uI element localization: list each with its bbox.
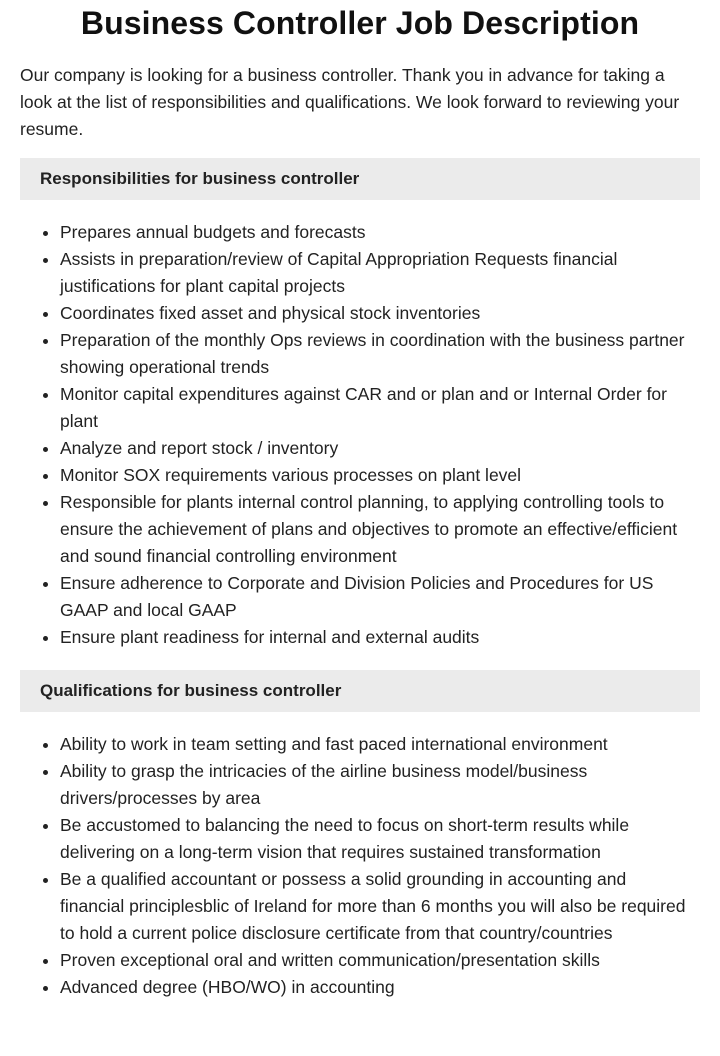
- list-item: • Ensure adherence to Corporate and Division Policies and Procedures for US GAAP and local GAAP: [60, 570, 700, 624]
- list-item: • Advanced degree (HBO/WO) in accounting: [60, 974, 700, 1001]
- list-item: • Monitor SOX requirements various processes on plant level: [60, 462, 700, 489]
- list-item: • Ability to grasp the intricacies of the airline business model/business drivers/processes by area: [60, 758, 700, 812]
- list-item: • Ability to work in team setting and fast paced international environment: [60, 731, 700, 758]
- list-item: • Ensure plant readiness for internal and external audits: [60, 624, 700, 651]
- list-item: • Monitor capital expenditures against CAR and or plan and or Internal Order for plant: [60, 381, 700, 435]
- intro-paragraph: Our company is looking for a business controller. Thank you in advance for taking a look at the list of responsibilities and qualifications. We look forward to reviewing your resume.: [20, 65, 680, 139]
- list-item: • Be accustomed to balancing the need to focus on short-term results while delivering on a long-term vision that requires sustained transformation: [60, 812, 700, 866]
- list-item: • Proven exceptional oral and written communication/presentation skills: [60, 947, 700, 974]
- list-item: • Preparation of the monthly Ops reviews in coordination with the business partner showing operational trends: [60, 327, 700, 381]
- qualifications-list: [20, 731, 700, 1001]
- list-item: • Responsible for plants internal control planning, to applying controlling tools to ensure the achievement of plans and objectives to promote an effective/efficient and sound financial controlling environment: [60, 489, 700, 570]
- list-item: • Prepares annual budgets and forecasts: [60, 219, 700, 246]
- responsibilities-heading: Responsibilities for business controller: [20, 158, 700, 200]
- list-item: • Coordinates fixed asset and physical stock inventories: [60, 300, 700, 327]
- qualifications-heading: Qualifications for business controller: [20, 670, 700, 712]
- page-title: Business Controller Job Description: [80, 5, 640, 41]
- responsibilities-list: [20, 219, 700, 651]
- list-item: • Analyze and report stock / inventory: [60, 435, 700, 462]
- list-item: • Be a qualified accountant or possess a solid grounding in accounting and financial principlesblic of Ireland for more than 6 months you will also be required to hold a current police disclosure certificate from that country/countries: [60, 866, 700, 947]
- list-item: • Assists in preparation/review of Capital Appropriation Requests financial justifications for plant capital projects: [60, 246, 700, 300]
